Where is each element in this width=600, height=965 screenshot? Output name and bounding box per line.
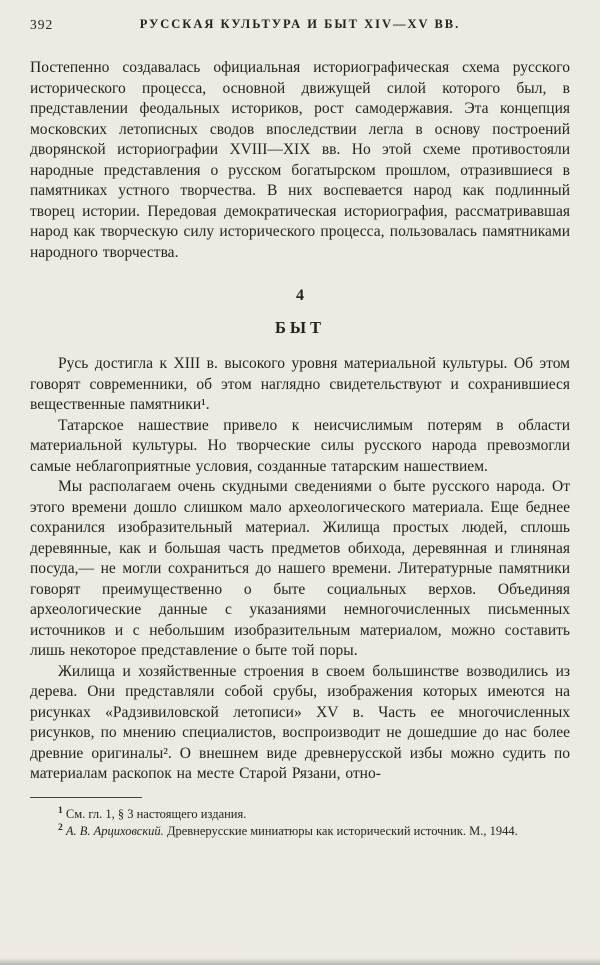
footnote-marker: 2 [58, 822, 63, 833]
paragraph: Жилища и хозяйственные строения в своем большинстве возводились из дерева. Они представляли собой срубы, изображения которых имеются на рисунках «Радзивиловской летописи» XV в. Часть ее многочисленных рисунков, по мнению специалистов, воспроизводит не дошедшие до нас более древние оригиналы². О внешнем виде древнерусской избы можно судить по материалам раскопок на месте Старой Рязани, отно- [30, 662, 570, 782]
footnote [30, 806, 570, 823]
section-number: 4 [296, 287, 304, 304]
footnote-divider [30, 797, 142, 798]
footnote-text: См. гл. 1, § 3 настоящего издания. [65, 806, 247, 821]
footnotes-section [30, 797, 570, 840]
paragraph: Русь достигла к XIII в. высокого уровня материальной культуры. Об этом говорят современники, об этом наглядно свидетельствуют и сохранившиеся вещественные памятники¹. [30, 355, 570, 413]
paragraph: Постепенно создавалась официальная историографическая схема русского исторического процесса, основной движущей силой которого был, в представлении феодальных историков, рост самодержавия. Эта концепция московских летописных сводов впоследствии легла в основу построений дворянской историографии XVIII—XIX вв. Но этой схеме противостояли народные представления о русском богатырском прошлом, отразившиеся в памятниках устного творчества. В них воспевается народ как подлинный творец истории. Передовая демократическая историография, рассматривавшая народ как творческую силу исторического процесса, пользовалась памятниками народного творчества. [30, 59, 570, 261]
page-number: 392 [30, 17, 54, 32]
footnote [30, 823, 570, 840]
section-title: БЫТ [274, 318, 326, 337]
footnote-text: Древнерусские миниатюры как исторический источник. М., 1944. [166, 823, 518, 838]
running-header: РУССКАЯ КУЛЬТУРА И БЫТ XIV—XV ВВ. [139, 17, 461, 31]
page-header [30, 16, 570, 34]
footnote-marker: 1 [58, 805, 63, 816]
paragraph: Мы располагаем очень скудными сведениями о быте русского народа. От этого времени дошло слишком мало археологического материала. Еще беднее сохранился изобразительный материал. Жилища простых людей, сплошь деревянные, как и большая часть предметов обихода, деревянная и глиняная посуда,— не могли сохраниться до нашего времени. Литературные памятники говорят преимущественно о быте социальных верхов. Объединяя археологические данные с указаниями немногочисленных письменных источников и с небольшим изобразительным материалом, можно составить лишь некоторое представление о быте той поры. [30, 478, 570, 659]
paragraph: Татарское нашествие привело к неисчислимым потерям в области материальной культуры. Но творческие силы русского народа превозмогли самые неблагоприятные условия, созданные татарским нашествием. [30, 416, 570, 475]
footnote-author: А. В. Арциховский. [65, 823, 164, 838]
